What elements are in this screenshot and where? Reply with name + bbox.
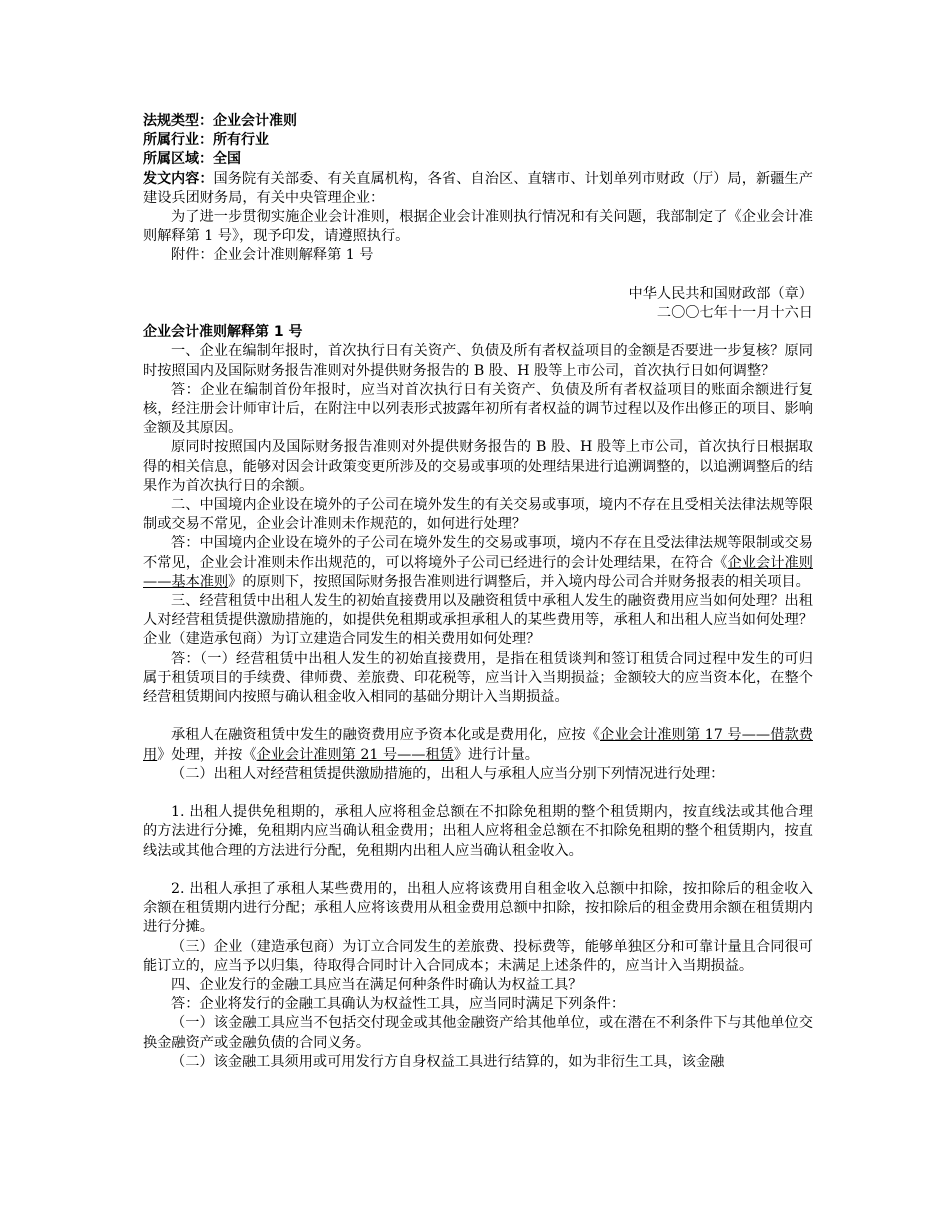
answer-4: 答：企业将发行的金融工具确认为权益性工具，应当同时满足下列条件： — [171, 996, 626, 1013]
meta-region-label: 所属区域： — [143, 151, 213, 168]
attachment-line: 附件：企业会计准则解释第 1 号 — [171, 247, 374, 264]
meta-region — [143, 150, 813, 169]
question-4: 四、企业发行的金融工具应当在满足何种条件时确认为权益工具？ — [171, 977, 583, 994]
meta-content — [143, 170, 813, 208]
answer-3d: （三）企业（建造承包商）为订立合同发生的差旅费、投标费等，能够单独区分和可靠计量且合同很可能订立的，应当予以归集，待取得合同时计入合同成本；未满足上述条件的，应当计入当期损益。 — [143, 938, 813, 974]
intro-paragraph: 为了进一步贯彻实施企业会计准则，根据企业会计准则执行情况和有关问题，我部制定了《企业会计准则解释第 1 号》，现予印发，请遵照执行。 — [143, 209, 813, 245]
answer-1b: 原同时按照国内及国际财务报告准则对外提供财务报告的 B 股、H 股等上市公司，首次执行日根据取得的相关信息，能够对因会计政策变更所涉及的交易或事项的处理结果进行追溯调整的，以追溯调整后的结果作为首次执行日的余额。 — [143, 439, 813, 494]
meta-type — [143, 112, 813, 131]
condition-2: （二）该金融工具须用或可用发行方自身权益工具进行结算的，如为非衍生工具，该金融 — [171, 1053, 725, 1070]
answer-3-item-2: 2. 出租人承担了承租人某些费用的，出租人应将该费用自租金收入总额中扣除，按扣除后的租金收入余额在租赁期内进行分配；承租人应将该费用从租金费用总额中扣除，按扣除后的租金费用余额在租赁期内进行分摊。 — [143, 881, 813, 936]
answer-3-item-1: 1. 出租人提供免租期的，承租人应将租金总额在不扣除免租期的整个租赁期内，按直线法或其他合理的方法进行分摊，免租期内应当确认租金费用；出租人应将租金总额在不扣除免租期的整个租赁期内，按直线法或其他合理的方法进行分配，免租期内出租人应当确认租金收入。 — [143, 804, 813, 859]
question-3: 三、经营租赁中出租人发生的初始直接费用以及融资租赁中承租人发生的融资费用应当如何处理？出租人对经营租赁提供激励措施的，如提供免租期或承担承租人的某些费用等，承租人和出租人应当如何处理？企业（建造承包商）为订立建造合同发生的相关费用如何处理？ — [143, 593, 813, 648]
answer-1a: 答：企业在编制首份年报时，应当对首次执行日有关资产、负债及所有者权益项目的账面余额进行复核，经注册会计师审计后，在附注中以列表形式披露年初所有者权益的调节过程以及作出修正的项目、影响金额及其原因。 — [143, 381, 813, 437]
meta-content-value: 国务院有关部委、有关直属机构，各省、自治区、直辖市、计划单列市财政（厅）局，新疆生产建设兵团财务局，有关中央管理企业： — [143, 170, 813, 206]
meta-content-label: 发文内容： — [143, 170, 214, 187]
issuer: 中华人民共和国财政部（章） — [628, 285, 813, 302]
meta-region-value: 全国 — [213, 151, 241, 168]
link-standard-17[interactable]: 企业会计准则第 17 号——借款费用 — [143, 727, 813, 763]
link-standard-21[interactable]: 企业会计准则第 21 号——租赁 — [256, 746, 454, 763]
question-2: 二、中国境内企业设在境外的子公司在境外发生的有关交易或事项，境内不存在且受相关法律法规等限制或交易不常见，企业会计准则未作规范的，如何进行处理？ — [143, 497, 813, 533]
answer-3b-text-mid: 》处理，并按《 — [157, 746, 257, 763]
spacer — [143, 707, 813, 726]
answer-3a: 答：（一）经营租赁中出租人发生的初始直接费用，是指在租赁谈判和签订租赁合同过程中发生的可归属于租赁项目的手续费、律师费、差旅费、印花税等，应当计入当期损益；金额较大的应当资本化，在整个经营租赁期间内按照与确认租金收入相同的基础分期计入当期损益。 — [143, 650, 813, 706]
condition-1: （一）该金融工具应当不包括交付现金或其他金融资产给其他单位，或在潜在不利条件下与其他单位交换金融资产或金融负债的合同义务。 — [143, 1015, 813, 1051]
meta-type-label: 法规类型： — [143, 113, 213, 129]
answer-2 — [143, 534, 813, 592]
spacer — [143, 784, 813, 803]
meta-industry-label: 所属行业： — [143, 132, 213, 149]
answer-3b-text-end: 》进行计量。 — [453, 746, 539, 763]
answer-3b-text: 承租人在融资租赁中发生的融资费用应予资本化或是费用化，应按《 — [171, 727, 601, 744]
issue-date: 二〇〇七年十一月十六日 — [656, 305, 813, 322]
spacer — [143, 861, 813, 880]
document-page — [143, 112, 813, 1072]
meta-industry-value: 所有行业 — [213, 132, 269, 149]
document-title: 企业会计准则解释第 1 号 — [143, 324, 303, 341]
link-basic-standard[interactable]: 企业会计准则——基本准则 — [143, 554, 813, 590]
question-1: 一、企业在编制年报时，首次执行日有关资产、负债及所有者权益项目的金额是否要进一步复核？原同时按照国内及国际财务报告准则对外提供财务报告的 B 股、H 股等上市公司，首次执行日如何调整？ — [143, 343, 813, 379]
meta-industry — [143, 131, 813, 150]
answer-2-text: 答：中国境内企业设在境外的子公司在境外发生的交易或事项，境内不存在且受法律法规等限制或交易不常见，企业会计准则未作出规范的，可以将境外子公司已经进行的会计处理结果，在符合《 — [143, 535, 813, 571]
answer-3c: （二）出租人对经营租赁提供激励措施的，出租人与承租人应当分别下列情况进行处理： — [171, 765, 725, 782]
answer-2-text-end: 》的原则下，按照国际财务报告准则进行调整后，并入境内母公司合并财务报表的相关项目。 — [228, 573, 810, 590]
meta-type-value: 企业会计准则 — [213, 113, 297, 129]
spacer — [143, 266, 813, 285]
answer-3b — [143, 726, 813, 764]
